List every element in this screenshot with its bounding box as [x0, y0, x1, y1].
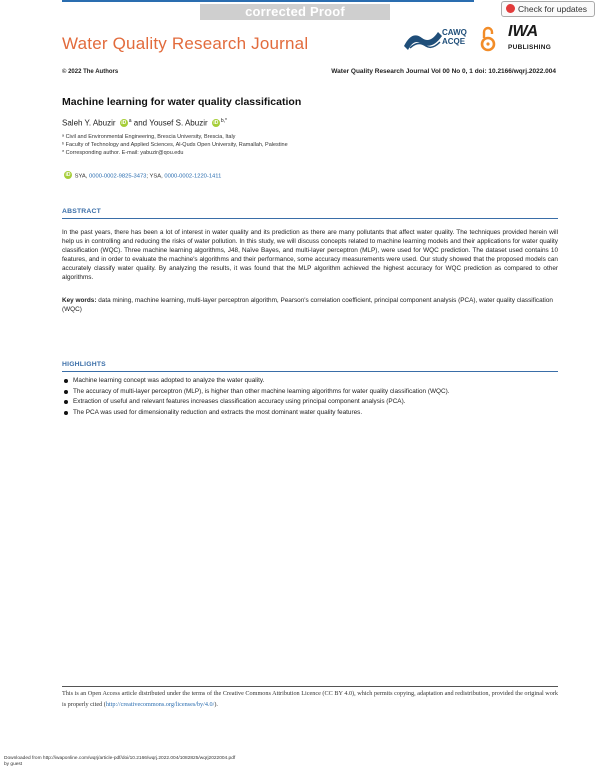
iwa-publishing-text: PUBLISHING — [508, 44, 552, 51]
orcid-line — [62, 172, 221, 180]
orcid-link-2[interactable]: 0000-0002-1220-1411 — [164, 173, 222, 180]
license-text: This is an Open Access article distributed under the terms of the Creative Commons Attribution Licence (CC BY 4.0), which permits copying, adaptation and redistribution, provided the original work is properly cited ( — [62, 690, 558, 708]
author-2-affiliation: b,* — [220, 118, 227, 124]
author-1-affiliation: a — [128, 118, 132, 124]
download-source: Downloaded from http://iwaponline.com/wqrj/article-pdf/doi/10.2166/wqrj.2022.004/1082825/wqrj2022004.pdf — [4, 756, 236, 761]
list-item: The PCA was used for dimensionality reduction and extracts the most dominant water quality features. — [62, 408, 562, 419]
orcid-prefix-2: ; YSA, — [146, 173, 163, 180]
corrected-proof-banner: corrected Proof — [200, 4, 390, 20]
keywords — [62, 296, 558, 314]
keywords-text: data mining, machine learning, multi-layer perceptron algorithm, Pearson's correlation coefficient, principal component analysis (PCA), water quality classification (WQC) — [62, 297, 553, 314]
abstract-divider — [62, 218, 558, 219]
author-conjunction: and — [133, 118, 148, 128]
download-note — [4, 756, 235, 768]
highlights-list — [62, 376, 562, 418]
license-end: ). — [214, 700, 218, 708]
crossmark-icon — [506, 4, 515, 13]
footer-divider — [62, 686, 558, 687]
check-for-updates-button[interactable] — [501, 1, 595, 17]
cawq-wave-logo-icon — [402, 26, 446, 52]
paper-title: Machine learning for water quality classification — [62, 96, 302, 108]
publisher-logos — [402, 22, 562, 62]
copyright: © 2022 The Authors — [62, 69, 119, 75]
cawq-logo — [442, 28, 467, 46]
check-updates-label: Check for updates — [518, 4, 587, 14]
corresponding-author: * Corresponding author. E-mail: yabuzir@qou.edu — [62, 150, 184, 156]
iwa-logo: IWA — [508, 23, 539, 40]
author-line — [62, 118, 227, 128]
open-access-icon — [480, 24, 496, 54]
citation-doi: Water Quality Research Journal Vol 00 No 0, 1 doi: 10.2166/wqrj.2022.004 — [331, 68, 556, 75]
cawq-text: CAWQ — [442, 28, 467, 37]
orcid-icon: iD — [65, 172, 71, 178]
abstract-text: In the past years, there has been a lot of interest in water quality and its prediction as there are many pollutants that affect water quality. The techniques provided herein will help us in controlling and reducing the risks of water pollution. In this study, we will discuss concepts related to machine learning models and their applications for water quality classification (WQC). Three machine learning algorithms, J48, Naïve Bayes, and multi-layer perceptron (MLP), were used for WQC prediction. The dataset used contains 10 features, and in order to evaluate the machine's algorithms and their performance, some accuracy measurements were used. Our study showed that the proposed models can accurately classify water quality. By analyzing the results, it was found that the MLP algorithm achieved the highest accuracy for WQC prediction as compared to other algorithms. — [62, 229, 558, 282]
orcid-icon[interactable]: iD — [121, 119, 127, 126]
acqe-text: ACQE — [442, 37, 466, 46]
affiliation-a: ᵃ Civil and Environmental Engineering, Brescia University, Brescia, Italy — [62, 134, 236, 140]
orcid-icon[interactable]: iD — [213, 119, 219, 126]
top-rule — [62, 0, 474, 2]
author-1: Saleh Y. Abuzir — [62, 118, 116, 128]
list-item: The accuracy of multi-layer perceptron (MLP), is higher than other machine learning algorithms for water quality classification (WQC). — [62, 387, 562, 398]
orcid-link-1[interactable]: 0000-0002-9825-3473 — [89, 173, 147, 180]
highlights-heading: HIGHLIGHTS — [62, 361, 106, 368]
keywords-label: Key words: — [62, 297, 97, 304]
abstract-heading: ABSTRACT — [62, 208, 101, 215]
journal-title: Water Quality Research Journal — [62, 34, 309, 53]
affiliation-b: ᵇ Faculty of Technology and Applied Sciences, Al-Quds Open University, Ramallah, Palestine — [62, 142, 288, 148]
author-2: Yousef S. Abuzir — [149, 118, 208, 128]
list-item: Extraction of useful and relevant features increases classification accuracy using principal component analysis (PCA). — [62, 397, 562, 408]
list-item: Machine learning concept was adopted to analyze the water quality. — [62, 376, 562, 387]
license-notice — [62, 689, 558, 710]
license-url[interactable]: http://creativecommons.org/licenses/by/4.0/ — [105, 700, 215, 708]
orcid-prefix-1: SYA, — [74, 173, 88, 180]
highlights-divider — [62, 371, 558, 372]
download-user: by guest — [4, 762, 23, 767]
